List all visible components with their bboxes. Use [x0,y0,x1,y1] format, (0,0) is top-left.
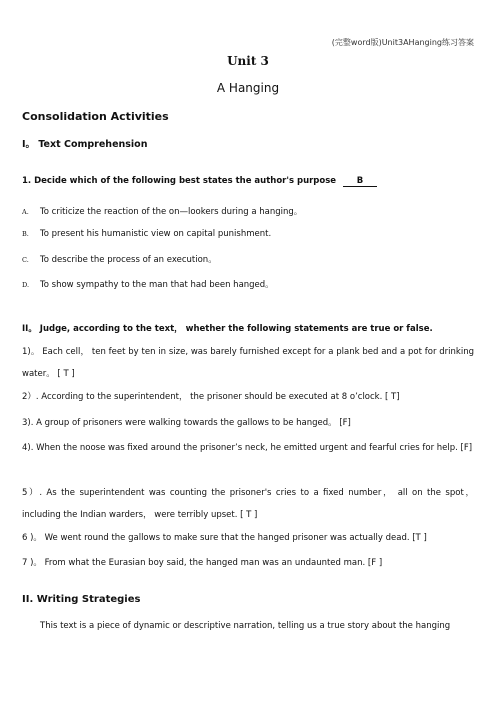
lesson-title: A Hanging [216,81,280,95]
section3-paragraph: This text is a piece of dynamic or descriptive narration, telling us a true story about the hanging [40,621,451,631]
statement-7: 7 )。 From what the Eurasian boy said, the hanged man was an undaunted man. [F ] [22,558,383,568]
option-text: To present his humanistic view on capital punishment. [40,229,272,239]
option-letter: C. [22,256,29,264]
option-b [22,229,271,239]
section3-heading: II. Writing Strategies [22,594,141,605]
document-header-title: (完整word版)Unit3AHanging练习答案 [331,38,474,47]
section2-heading: II。 Judge, according to the text， whether the following statements are true or false. [22,324,433,334]
section1-heading: I。 Text Comprehension [22,139,148,150]
option-letter: D. [22,281,30,289]
statement-4: 4). When the noose was fixed around the prisoner’s neck, he emitted urgent and fearful cries for help. [F] [22,443,473,453]
question-1 [22,176,377,187]
option-text: To describe the process of an execution。 [40,255,217,265]
statement-1: 1)。 Each cell， ten feet by ten in size, was barely furnished except for a plank bed and a pot for drinking water。 [ T ] [22,347,474,379]
option-letter: B. [22,230,29,238]
option-c [22,253,217,265]
statement-2: 2）. According to the superintendent， the prisoner should be executed at 8 o’clock. [ T] [22,392,400,402]
option-a [22,205,302,217]
question-1-answer: B [343,176,377,187]
option-text: To criticize the reaction of the on—lookers during a hanging。 [40,207,303,217]
statement-6: 6 )。 We went round the gallows to make sure that the hanged prisoner was actually dead. [T ] [22,533,427,543]
option-d [22,278,274,290]
question-1-prompt: 1. Decide which of the following best states the author's purpose [22,176,337,186]
statement-3: 3). A group of prisoners were walking towards the gallows to be hanged。 [F] [22,418,351,428]
option-text: To show sympathy to the man that had been hanged。 [40,280,274,290]
option-letter: A. [22,208,29,216]
statement-5: 5）. As the superintendent was counting the prisoner's cries to a fixed number， all on the spot，including the Indian warders， were terribly upset. [ T ] [22,488,474,520]
consolidation-heading: Consolidation Activities [22,110,169,123]
unit-title: Unit 3 [227,54,269,68]
